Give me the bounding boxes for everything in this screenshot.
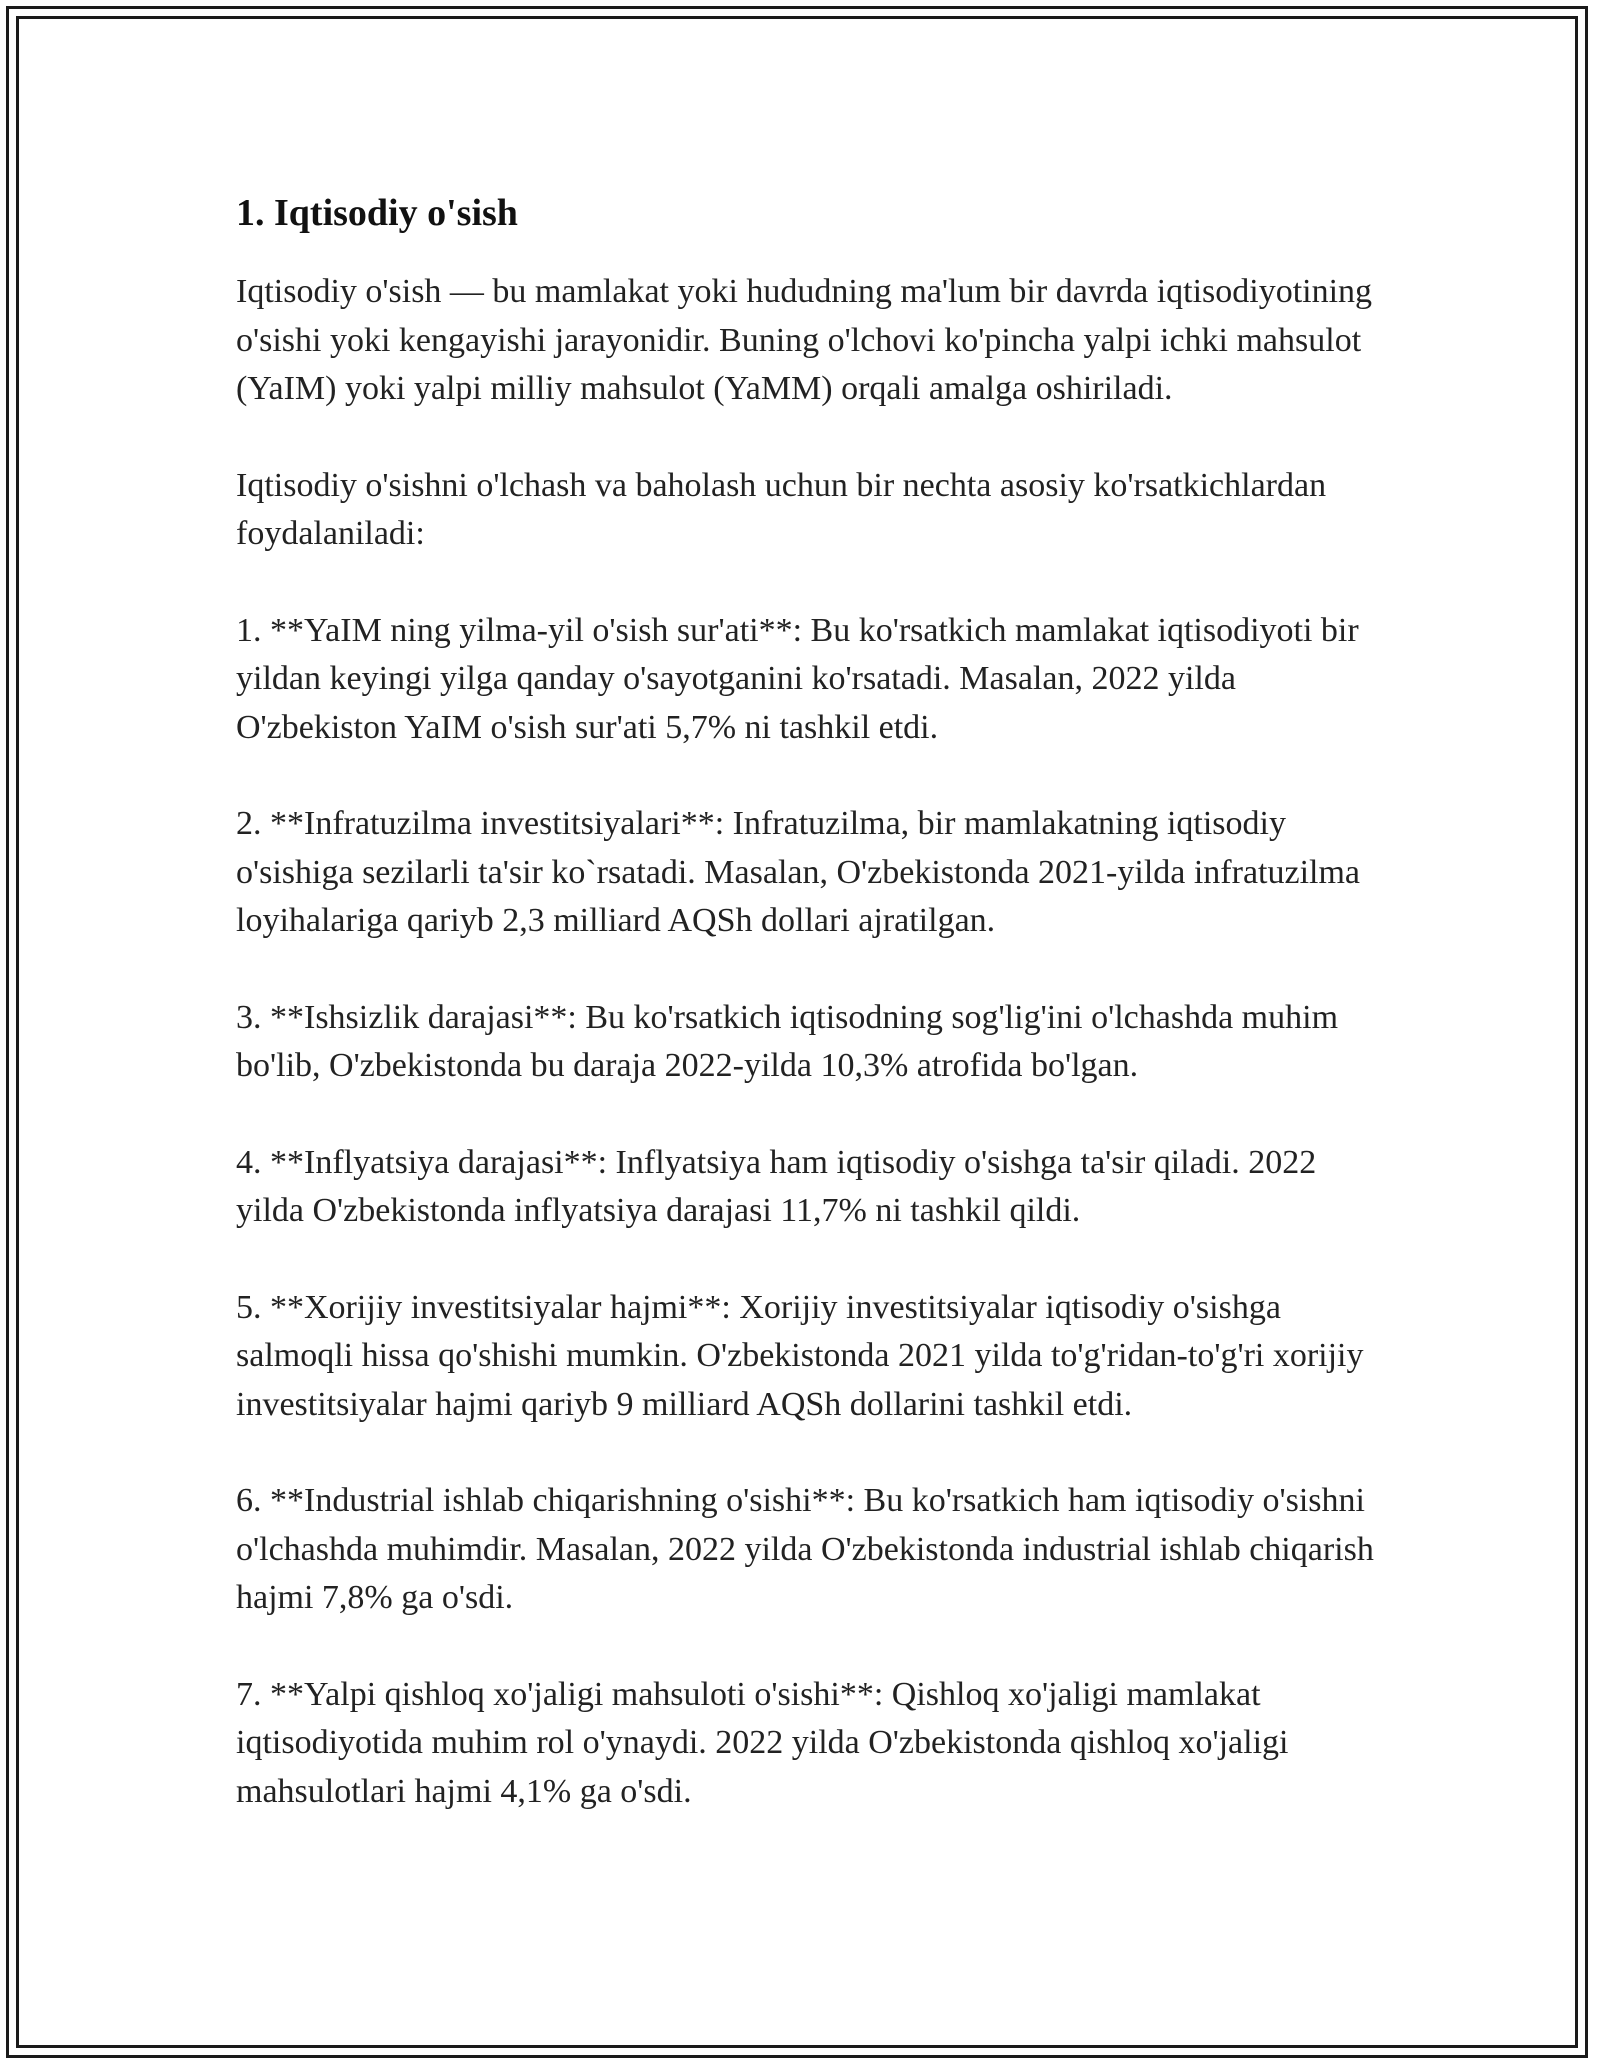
indicators-lead-paragraph: Iqtisodiy o'sishni o'lchash va baholash uchun bir nechta asosiy ko'rsatkichlardan foydalaniladi: xyxy=(236,466,1327,552)
indicator-agriculture-growth: 7. **Yalpi qishloq xo'jaligi mahsuloti o'sishi**: Qishloq xo'jaligi mamlakat iqtisodiyotida muhim rol o'ynaydi. 2022 yilda O'zbekistonda qishloq xo'jaligi mahsulotlari hajmi 4,1% ga o'sdi. xyxy=(236,1675,1289,1810)
section-heading: 1. Iqtisodiy o'sish xyxy=(236,192,518,234)
intro-paragraph: Iqtisodiy o'sish — bu mamlakat yoki hududning ma'lum bir davrda iqtisodiyotining o'sishi yoki kengayishi jarayonidir. Buning o'lchovi ko'pincha yalpi ichki mahsulot (YaIM) yoki yalpi milliy mahsulot (YaMM) orqali amalga oshiriladi. xyxy=(236,273,1373,407)
indicator-industrial-production: 6. **Industrial ishlab chiqarishning o'sishi**: Bu ko'rsatkich ham iqtisodiy o'sishni o'lchashda muhimdir. Masalan, 2022 yilda O'zbekistonda industrial ishlab chiqarish hajmi 7,8% ga o'sdi. xyxy=(236,1482,1374,1616)
indicator-gdp-growth: 1. **YaIM ning yilma-yil o'sish sur'ati**: Bu ko'rsatkich mamlakat iqtisodiyoti bir yildan keyingi yilga qanday o'sayotganini ko'rsatadi. Masalan, 2022 yilda O'zbekiston YaIM o'sish sur'ati 5,7% ni tashkil etdi. xyxy=(236,611,1359,746)
indicator-foreign-investment: 5. **Xorijiy investitsiyalar hajmi**: Xorijiy investitsiyalar iqtisodiy o'sishga salmoqli hissa qo'shishi mumkin. O'zbekistonda 2021 yilda to'g'ridan-to'g'ri xorijiy investitsiyalar hajmi qariyb 9 milliard AQSh dollarini tashkil etdi. xyxy=(236,1288,1364,1423)
indicator-infrastructure-investment: 2. **Infratuzilma investitsiyalari**: Infratuzilma, bir mamlakatning iqtisodiy o'sishiga sezilarli ta'sir ko`rsatadi. Masalan, O'zbekistonda 2021-yilda infratuzilma loyihalariga qariyb 2,3 milliard AQSh dollari ajratilgan. xyxy=(236,805,1361,939)
document-body xyxy=(236,184,1376,1864)
indicator-unemployment: 3. **Ishsizlik darajasi**: Bu ko'rsatkich iqtisodning sog'lig'ini o'lchashda muhim bo'lib, O'zbekistonda bu daraja 2022-yilda 10,3% atrofida bo'lgan. xyxy=(236,998,1339,1084)
indicator-inflation: 4. **Inflyatsiya darajasi**: Inflyatsiya ham iqtisodiy o'sishga ta'sir qiladi. 2022 yilda O'zbekistonda inflyatsiya darajasi 11,7% ni tashkil qildi. xyxy=(236,1143,1317,1229)
